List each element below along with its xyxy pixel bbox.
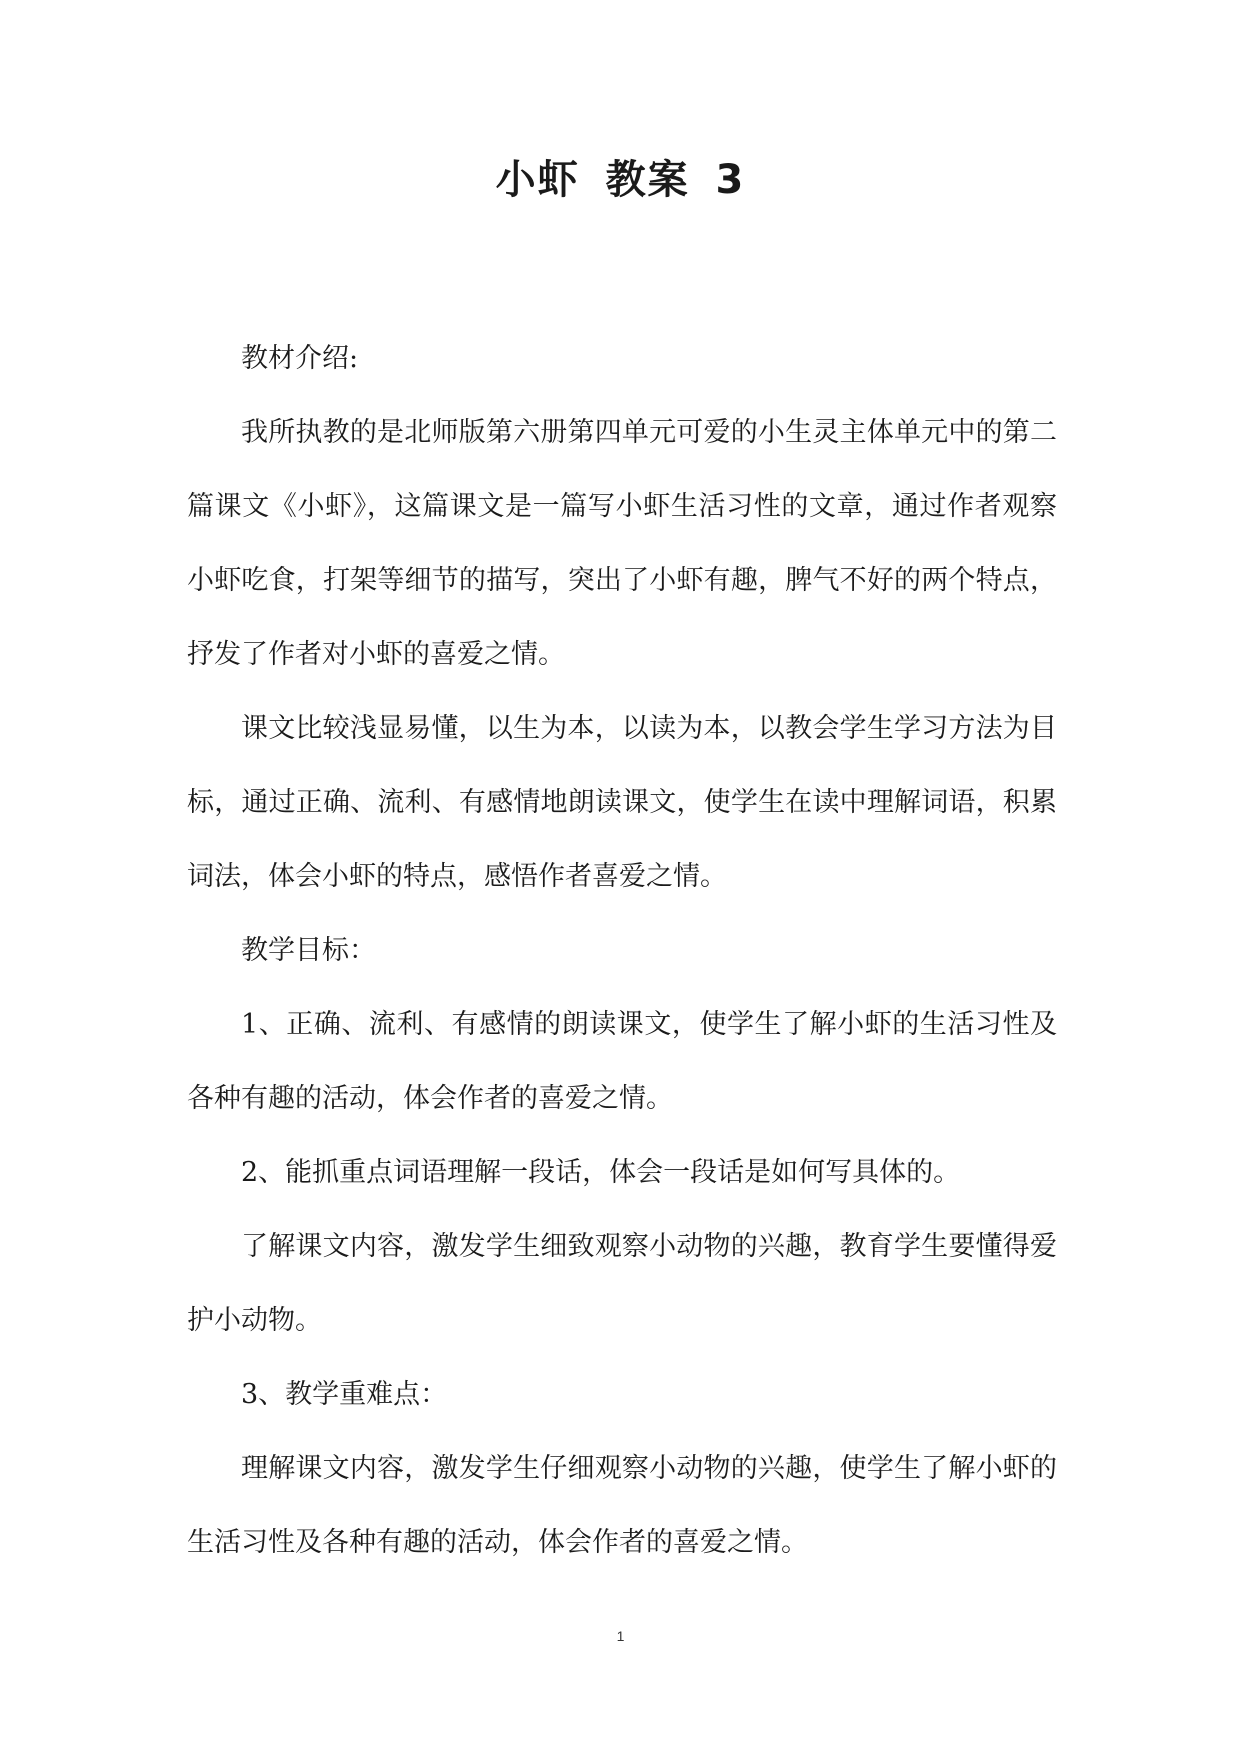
paragraph-teaching-goals-heading: 教学目标：: [241, 935, 376, 966]
paragraph-key-difficulties: 理解课文内容，激发学生仔细观察小动物的兴趣，使学生了解小虾的生活习性及各种有趣的活动，体会作者的喜爱之情。: [187, 1453, 1057, 1558]
paragraph-text-overview: 课文比较浅显易懂，以生为本，以读为本，以教会学生学习方法为目标，通过正确、流利、有感情地朗读课文，使学生在读中理解词语，积累词法，体会小虾的特点，感悟作者喜爱之情。: [187, 713, 1057, 892]
paragraph-goal-2: 2、能抓重点词语理解一段话，体会一段话是如何写具体的。: [241, 1157, 961, 1188]
paragraph-goal-content: 了解课文内容，激发学生细致观察小动物的兴趣，教育学生要懂得爱护小动物。: [187, 1231, 1057, 1336]
paragraph-key-difficulties-heading: 3、教学重难点：: [241, 1379, 448, 1410]
paragraph-goal-1: 1、正确、流利、有感情的朗读课文，使学生了解小虾的生活习性及各种有趣的活动，体会作者的喜爱之情。: [187, 1009, 1057, 1114]
paragraph-material-intro-heading: 教材介绍:: [241, 343, 359, 374]
page-number: 1: [616, 1628, 625, 1644]
document-body: [187, 322, 1057, 1580]
document-title: 小虾 教案 3: [495, 157, 746, 203]
paragraph-material-intro: 我所执教的是北师版第六册第四单元可爱的小生灵主体单元中的第二篇课文《小虾》，这篇课文是一篇写小虾生活习性的文章，通过作者观察小虾吃食，打架等细节的描写，突出了小虾有趣，脾气不好的两个特点，抒发了作者对小虾的喜爱之情。: [187, 417, 1057, 670]
